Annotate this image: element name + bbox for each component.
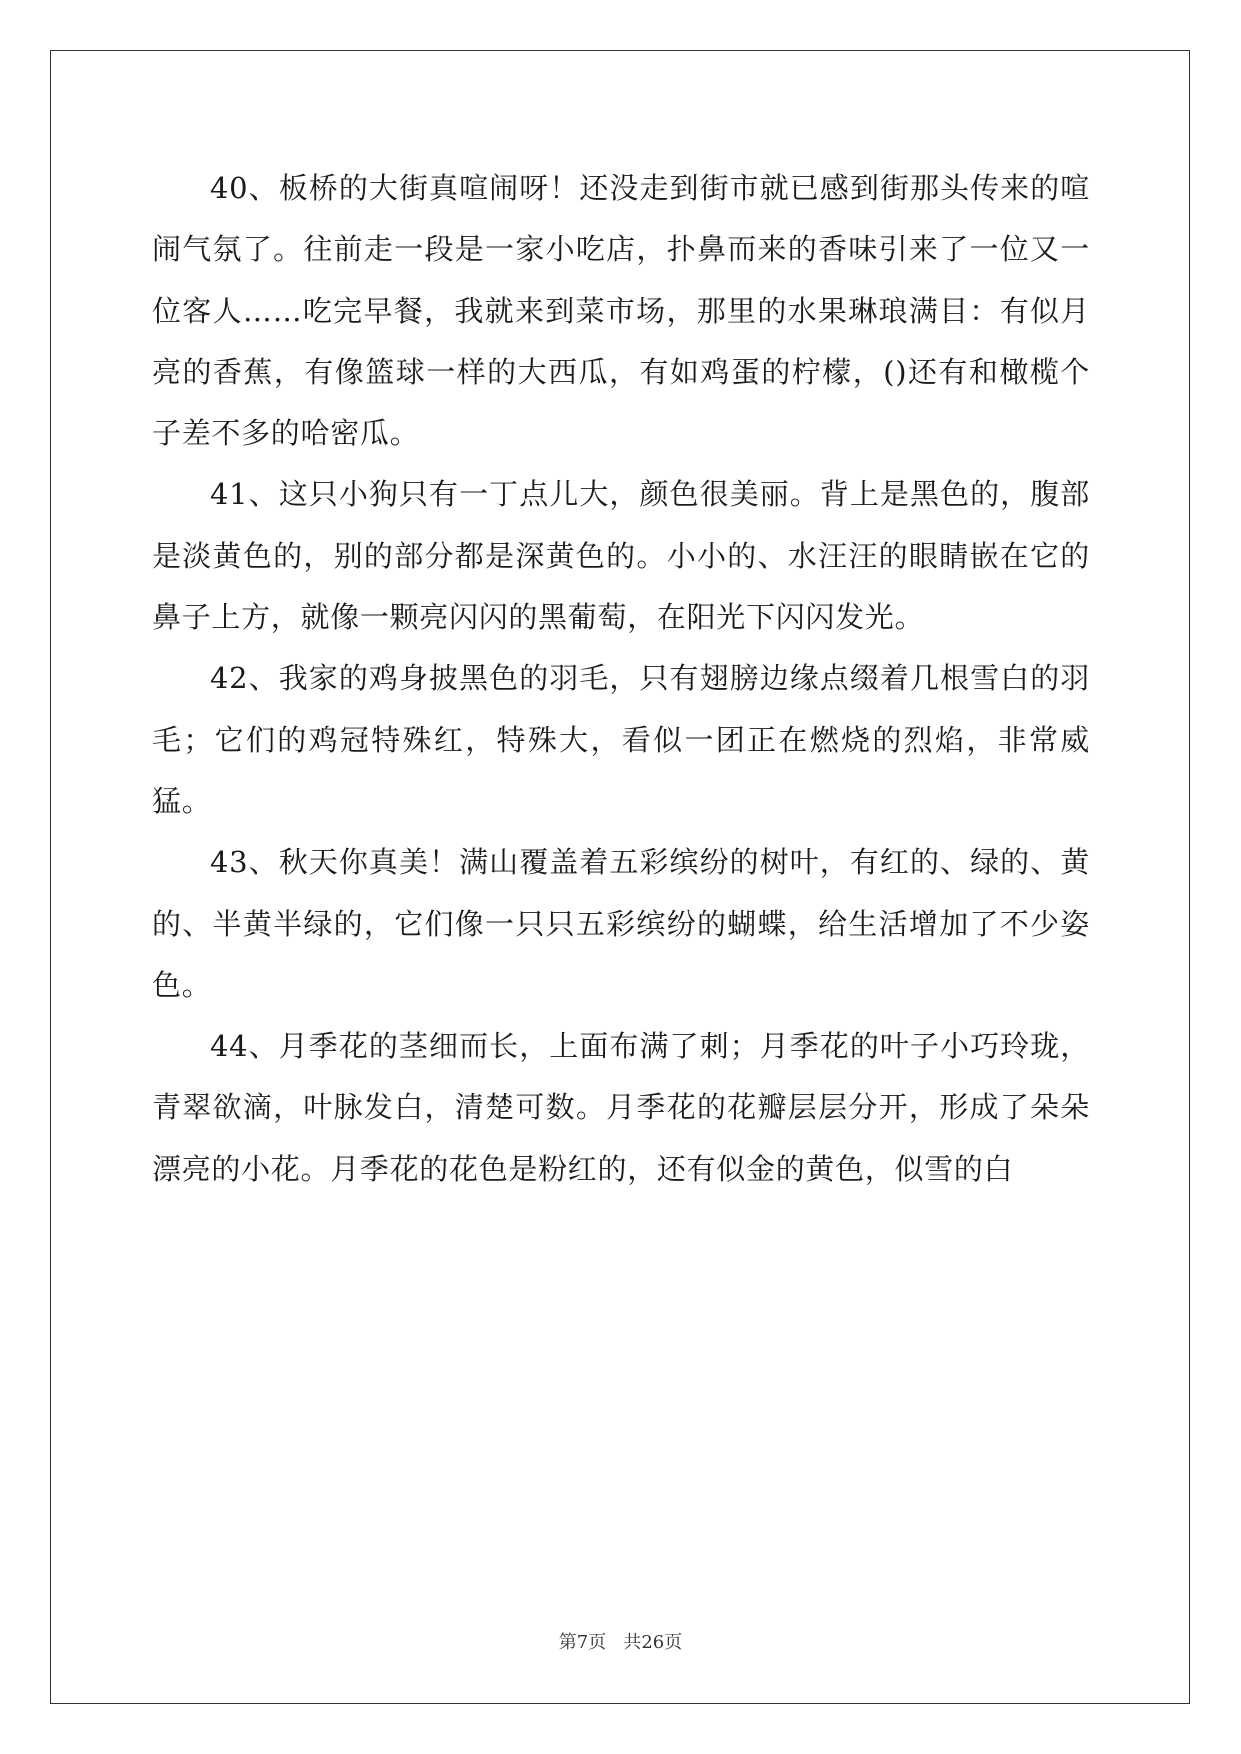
- paragraph-40: 40、板桥的大街真喧闹呀！还没走到街市就已感到街那头传来的喧闹气氛了。往前走一段是一家小吃店，扑鼻而来的香味引来了一位又一位客人……吃完早餐，我就来到菜市场，那里的水果琳琅满目：有似月亮的香蕉，有像篮球一样的大西瓜，有如鸡蛋的柠檬，()还有和橄榄个子差不多的哈密瓜。: [152, 171, 1090, 451]
- document-body: [152, 158, 1090, 1200]
- paragraph-43: 43、秋天你真美！满山覆盖着五彩缤纷的树叶，有红的、绿的、黄的、半黄半绿的，它们像一只只五彩缤纷的蝴蝶，给生活增加了不少姿色。: [152, 845, 1090, 1002]
- paragraph-41: 41、这只小狗只有一丁点儿大，颜色很美丽。背上是黑色的，腹部是淡黄色的，别的部分都是深黄色的。小小的、水汪汪的眼睛嵌在它的鼻子上方，就像一颗亮闪闪的黑葡萄，在阳光下闪闪发光。: [152, 477, 1090, 635]
- paragraph-44: 44、月季花的茎细而长，上面布满了刺；月季花的叶子小巧玲珑，青翠欲滴，叶脉发白，清楚可数。月季花的花瓣层层分开，形成了朵朵漂亮的小花。月季花的花色是粉红的，还有似金的黄色，似雪的白: [152, 1029, 1090, 1186]
- page-footer: [0, 1628, 1241, 1654]
- page-number: 第7页 共26页: [558, 1632, 683, 1653]
- paragraph-42: 42、我家的鸡身披黑色的羽毛，只有翅膀边缘点缀着几根雪白的羽毛；它们的鸡冠特殊红，特殊大，看似一团正在燃烧的烈焰，非常威猛。: [152, 661, 1090, 818]
